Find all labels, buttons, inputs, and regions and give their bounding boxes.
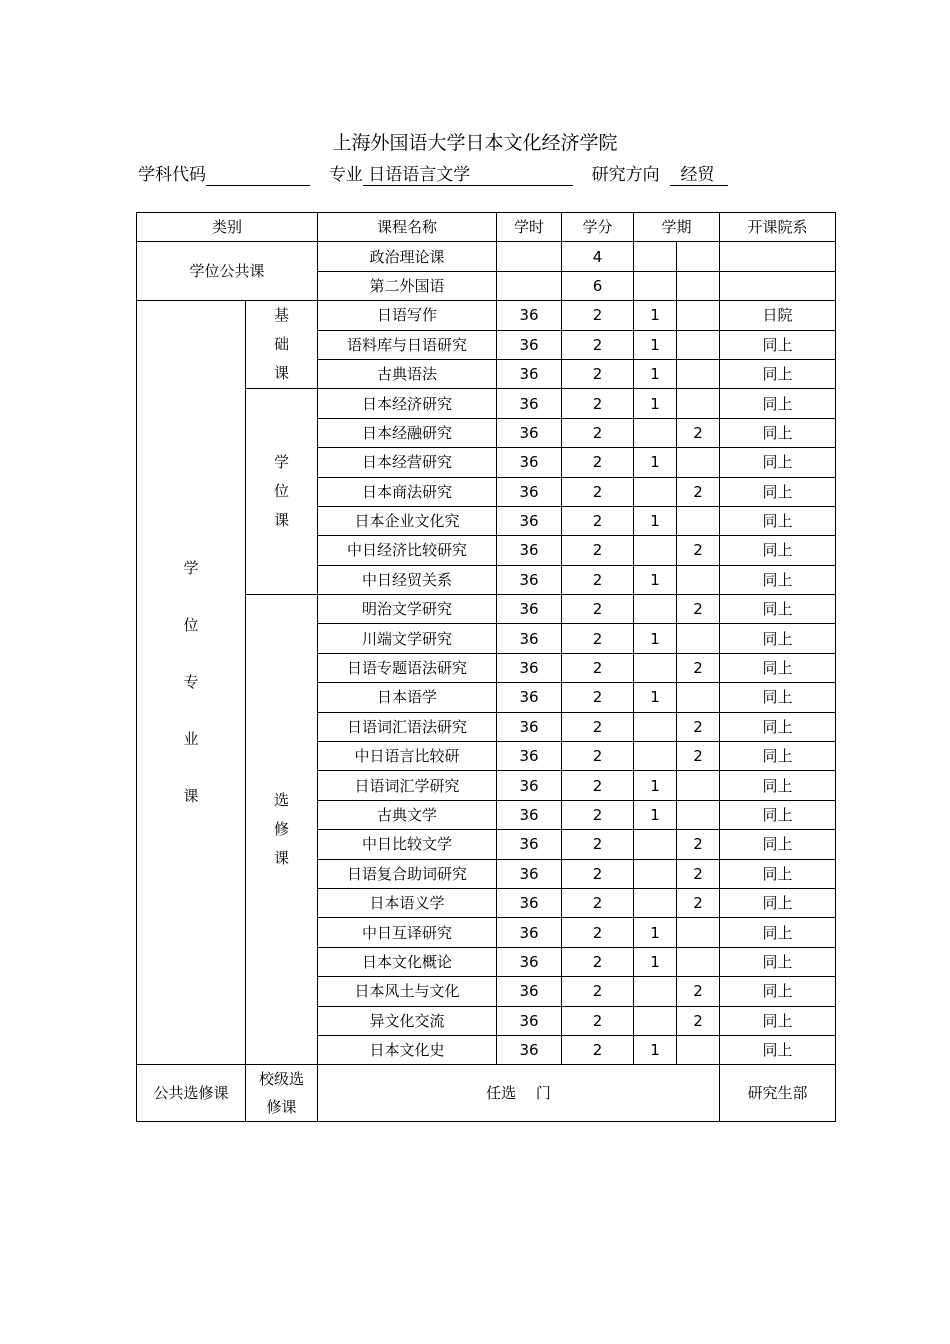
semester-1 [634, 888, 677, 917]
semester-2 [677, 271, 720, 300]
course-dept: 同上 [720, 565, 836, 594]
course-name: 日语词汇学研究 [318, 771, 497, 800]
semester-2: 2 [677, 418, 720, 447]
course-name: 中日经贸关系 [318, 565, 497, 594]
course-dept [720, 271, 836, 300]
course-credit: 2 [562, 595, 634, 624]
course-credit: 2 [562, 506, 634, 535]
course-name: 异文化交流 [318, 1006, 497, 1035]
semester-1: 1 [634, 918, 677, 947]
course-credit: 2 [562, 653, 634, 682]
semester-2: 2 [677, 859, 720, 888]
semester-1: 1 [634, 947, 677, 976]
research-direction-value: 经贸 [680, 165, 715, 185]
course-hours: 36 [497, 389, 562, 418]
header-department: 开课院系 [720, 213, 836, 242]
course-name: 日本经营研究 [318, 448, 497, 477]
degree-course-group: 学位课 [246, 389, 318, 595]
course-name: 日本语学 [318, 683, 497, 712]
course-name: 日本经济研究 [318, 389, 497, 418]
course-dept: 同上 [720, 536, 836, 565]
elective-note: 任选 门 [318, 1065, 720, 1122]
course-name: 日本企业文化究 [318, 506, 497, 535]
course-hours: 36 [497, 947, 562, 976]
elective-course-group: 选修课 [246, 595, 318, 1065]
course-credit: 6 [562, 271, 634, 300]
course-name: 中日语言比较研 [318, 742, 497, 771]
course-dept: 同上 [720, 1006, 836, 1035]
course-credit: 2 [562, 1035, 634, 1064]
semester-1: 1 [634, 771, 677, 800]
course-dept: 同上 [720, 918, 836, 947]
course-credit: 4 [562, 242, 634, 271]
course-name: 古典文学 [318, 800, 497, 829]
course-name: 明治文学研究 [318, 595, 497, 624]
semester-2 [677, 389, 720, 418]
semester-1 [634, 477, 677, 506]
course-credit: 2 [562, 977, 634, 1006]
course-hours: 36 [497, 712, 562, 741]
course-dept [720, 242, 836, 271]
course-name: 日语复合助词研究 [318, 859, 497, 888]
semester-1: 1 [634, 1035, 677, 1064]
header-credits: 学分 [562, 213, 634, 242]
header-course-name: 课程名称 [318, 213, 497, 242]
course-table [136, 212, 836, 1122]
semester-1: 1 [634, 301, 677, 330]
semester-2 [677, 771, 720, 800]
course-dept: 同上 [720, 977, 836, 1006]
course-dept: 日院 [720, 301, 836, 330]
school-elective-label: 校级选修课 [246, 1065, 318, 1122]
semester-2: 2 [677, 653, 720, 682]
course-hours: 36 [497, 1035, 562, 1064]
elective-dept: 研究生部 [720, 1065, 836, 1122]
course-name: 日本语义学 [318, 888, 497, 917]
semester-1 [634, 742, 677, 771]
semester-2 [677, 918, 720, 947]
semester-2 [677, 359, 720, 388]
course-hours: 36 [497, 448, 562, 477]
course-credit: 2 [562, 359, 634, 388]
course-credit: 2 [562, 330, 634, 359]
semester-1 [634, 977, 677, 1006]
semester-2: 2 [677, 888, 720, 917]
semester-2: 2 [677, 742, 720, 771]
course-name: 日本风土与文化 [318, 977, 497, 1006]
course-dept: 同上 [720, 771, 836, 800]
course-name: 政治理论课 [318, 242, 497, 271]
semester-2 [677, 448, 720, 477]
semester-1 [634, 536, 677, 565]
major-value-field [363, 165, 573, 186]
course-hours: 36 [497, 742, 562, 771]
semester-1: 1 [634, 330, 677, 359]
course-hours: 36 [497, 565, 562, 594]
footer-row [137, 1065, 836, 1122]
semester-2 [677, 1035, 720, 1064]
course-hours: 36 [497, 359, 562, 388]
course-name: 第二外国语 [318, 271, 497, 300]
header-hours: 学时 [497, 213, 562, 242]
course-hours: 36 [497, 506, 562, 535]
research-direction-field [670, 165, 728, 186]
public-elective-category: 公共选修课 [137, 1065, 246, 1122]
subject-code-blank [206, 165, 310, 186]
semester-1 [634, 271, 677, 300]
semester-2: 2 [677, 1006, 720, 1035]
semester-2: 2 [677, 477, 720, 506]
course-hours: 36 [497, 683, 562, 712]
course-dept: 同上 [720, 800, 836, 829]
semester-1 [634, 242, 677, 271]
course-hours: 36 [497, 301, 562, 330]
course-credit: 2 [562, 712, 634, 741]
course-name: 中日互译研究 [318, 918, 497, 947]
semester-1: 1 [634, 800, 677, 829]
semester-2 [677, 301, 720, 330]
course-hours: 36 [497, 477, 562, 506]
semester-2 [677, 565, 720, 594]
semester-1 [634, 712, 677, 741]
semester-2: 2 [677, 830, 720, 859]
course-dept: 同上 [720, 742, 836, 771]
semester-2 [677, 330, 720, 359]
course-dept: 同上 [720, 624, 836, 653]
semester-1 [634, 418, 677, 447]
course-dept: 同上 [720, 418, 836, 447]
public-course-category: 学位公共课 [137, 242, 318, 301]
course-dept: 同上 [720, 595, 836, 624]
course-credit: 2 [562, 888, 634, 917]
semester-1: 1 [634, 389, 677, 418]
course-credit: 2 [562, 742, 634, 771]
course-name: 日本文化概论 [318, 947, 497, 976]
page-title: 上海外国语大学日本文化经济学院 [332, 132, 618, 154]
course-name: 语料库与日语研究 [318, 330, 497, 359]
course-credit: 2 [562, 859, 634, 888]
course-hours: 36 [497, 624, 562, 653]
semester-1: 1 [634, 565, 677, 594]
major-value: 日语语言文学 [368, 165, 471, 185]
semester-2: 2 [677, 536, 720, 565]
course-credit: 2 [562, 477, 634, 506]
course-credit: 2 [562, 800, 634, 829]
semester-1 [634, 1006, 677, 1035]
course-dept: 同上 [720, 506, 836, 535]
course-hours [497, 271, 562, 300]
course-name: 川端文学研究 [318, 624, 497, 653]
course-credit: 2 [562, 389, 634, 418]
course-hours: 36 [497, 653, 562, 682]
course-credit: 2 [562, 536, 634, 565]
course-hours: 36 [497, 771, 562, 800]
semester-2 [677, 242, 720, 271]
semester-2: 2 [677, 977, 720, 1006]
subject-code-label: 学科代码 [138, 165, 206, 185]
course-credit: 2 [562, 918, 634, 947]
table-row [137, 301, 836, 330]
semester-2: 2 [677, 712, 720, 741]
course-credit: 2 [562, 683, 634, 712]
header-semester: 学期 [634, 213, 720, 242]
semester-2 [677, 624, 720, 653]
course-credit: 2 [562, 947, 634, 976]
course-dept: 同上 [720, 359, 836, 388]
course-dept: 同上 [720, 712, 836, 741]
course-dept: 同上 [720, 859, 836, 888]
semester-2: 2 [677, 595, 720, 624]
research-direction-label: 研究方向 [591, 165, 660, 185]
course-credit: 2 [562, 448, 634, 477]
course-name: 古典语法 [318, 359, 497, 388]
course-hours: 36 [497, 859, 562, 888]
course-dept: 同上 [720, 888, 836, 917]
table-row [137, 242, 836, 271]
course-credit: 2 [562, 565, 634, 594]
course-credit: 2 [562, 418, 634, 447]
header-category: 类别 [137, 213, 318, 242]
course-dept: 同上 [720, 947, 836, 976]
course-hours: 36 [497, 977, 562, 1006]
course-dept: 同上 [720, 477, 836, 506]
course-hours: 36 [497, 1006, 562, 1035]
course-name: 日本文化史 [318, 1035, 497, 1064]
course-name: 日语写作 [318, 301, 497, 330]
semester-2 [677, 800, 720, 829]
course-dept: 同上 [720, 683, 836, 712]
course-name: 日语词汇语法研究 [318, 712, 497, 741]
semester-1 [634, 595, 677, 624]
course-dept: 同上 [720, 330, 836, 359]
semester-2 [677, 683, 720, 712]
semester-1: 1 [634, 683, 677, 712]
course-dept: 同上 [720, 653, 836, 682]
semester-2 [677, 506, 720, 535]
course-name: 中日经济比较研究 [318, 536, 497, 565]
course-hours: 36 [497, 800, 562, 829]
course-name: 日语专题语法研究 [318, 653, 497, 682]
course-credit: 2 [562, 624, 634, 653]
course-name: 日本经融研究 [318, 418, 497, 447]
course-hours: 36 [497, 595, 562, 624]
course-hours [497, 242, 562, 271]
course-credit: 2 [562, 301, 634, 330]
course-hours: 36 [497, 830, 562, 859]
course-hours: 36 [497, 418, 562, 447]
course-name: 中日比较文学 [318, 830, 497, 859]
course-hours: 36 [497, 536, 562, 565]
semester-1: 1 [634, 359, 677, 388]
header-info-line [138, 160, 728, 186]
semester-1: 1 [634, 624, 677, 653]
course-credit: 2 [562, 830, 634, 859]
basic-course-group: 基础课 [246, 301, 318, 389]
course-dept: 同上 [720, 1035, 836, 1064]
professional-course-category: 学位专业课 [137, 301, 246, 1065]
course-credit: 2 [562, 1006, 634, 1035]
course-dept: 同上 [720, 448, 836, 477]
course-dept: 同上 [720, 389, 836, 418]
course-hours: 36 [497, 330, 562, 359]
course-hours: 36 [497, 888, 562, 917]
semester-1: 1 [634, 506, 677, 535]
course-credit: 2 [562, 771, 634, 800]
table-header-row [137, 213, 836, 242]
course-hours: 36 [497, 918, 562, 947]
course-name: 日本商法研究 [318, 477, 497, 506]
course-dept: 同上 [720, 830, 836, 859]
semester-2 [677, 947, 720, 976]
major-label: 专业 [328, 165, 363, 185]
semester-1 [634, 830, 677, 859]
semester-1 [634, 653, 677, 682]
semester-1 [634, 859, 677, 888]
semester-1: 1 [634, 448, 677, 477]
